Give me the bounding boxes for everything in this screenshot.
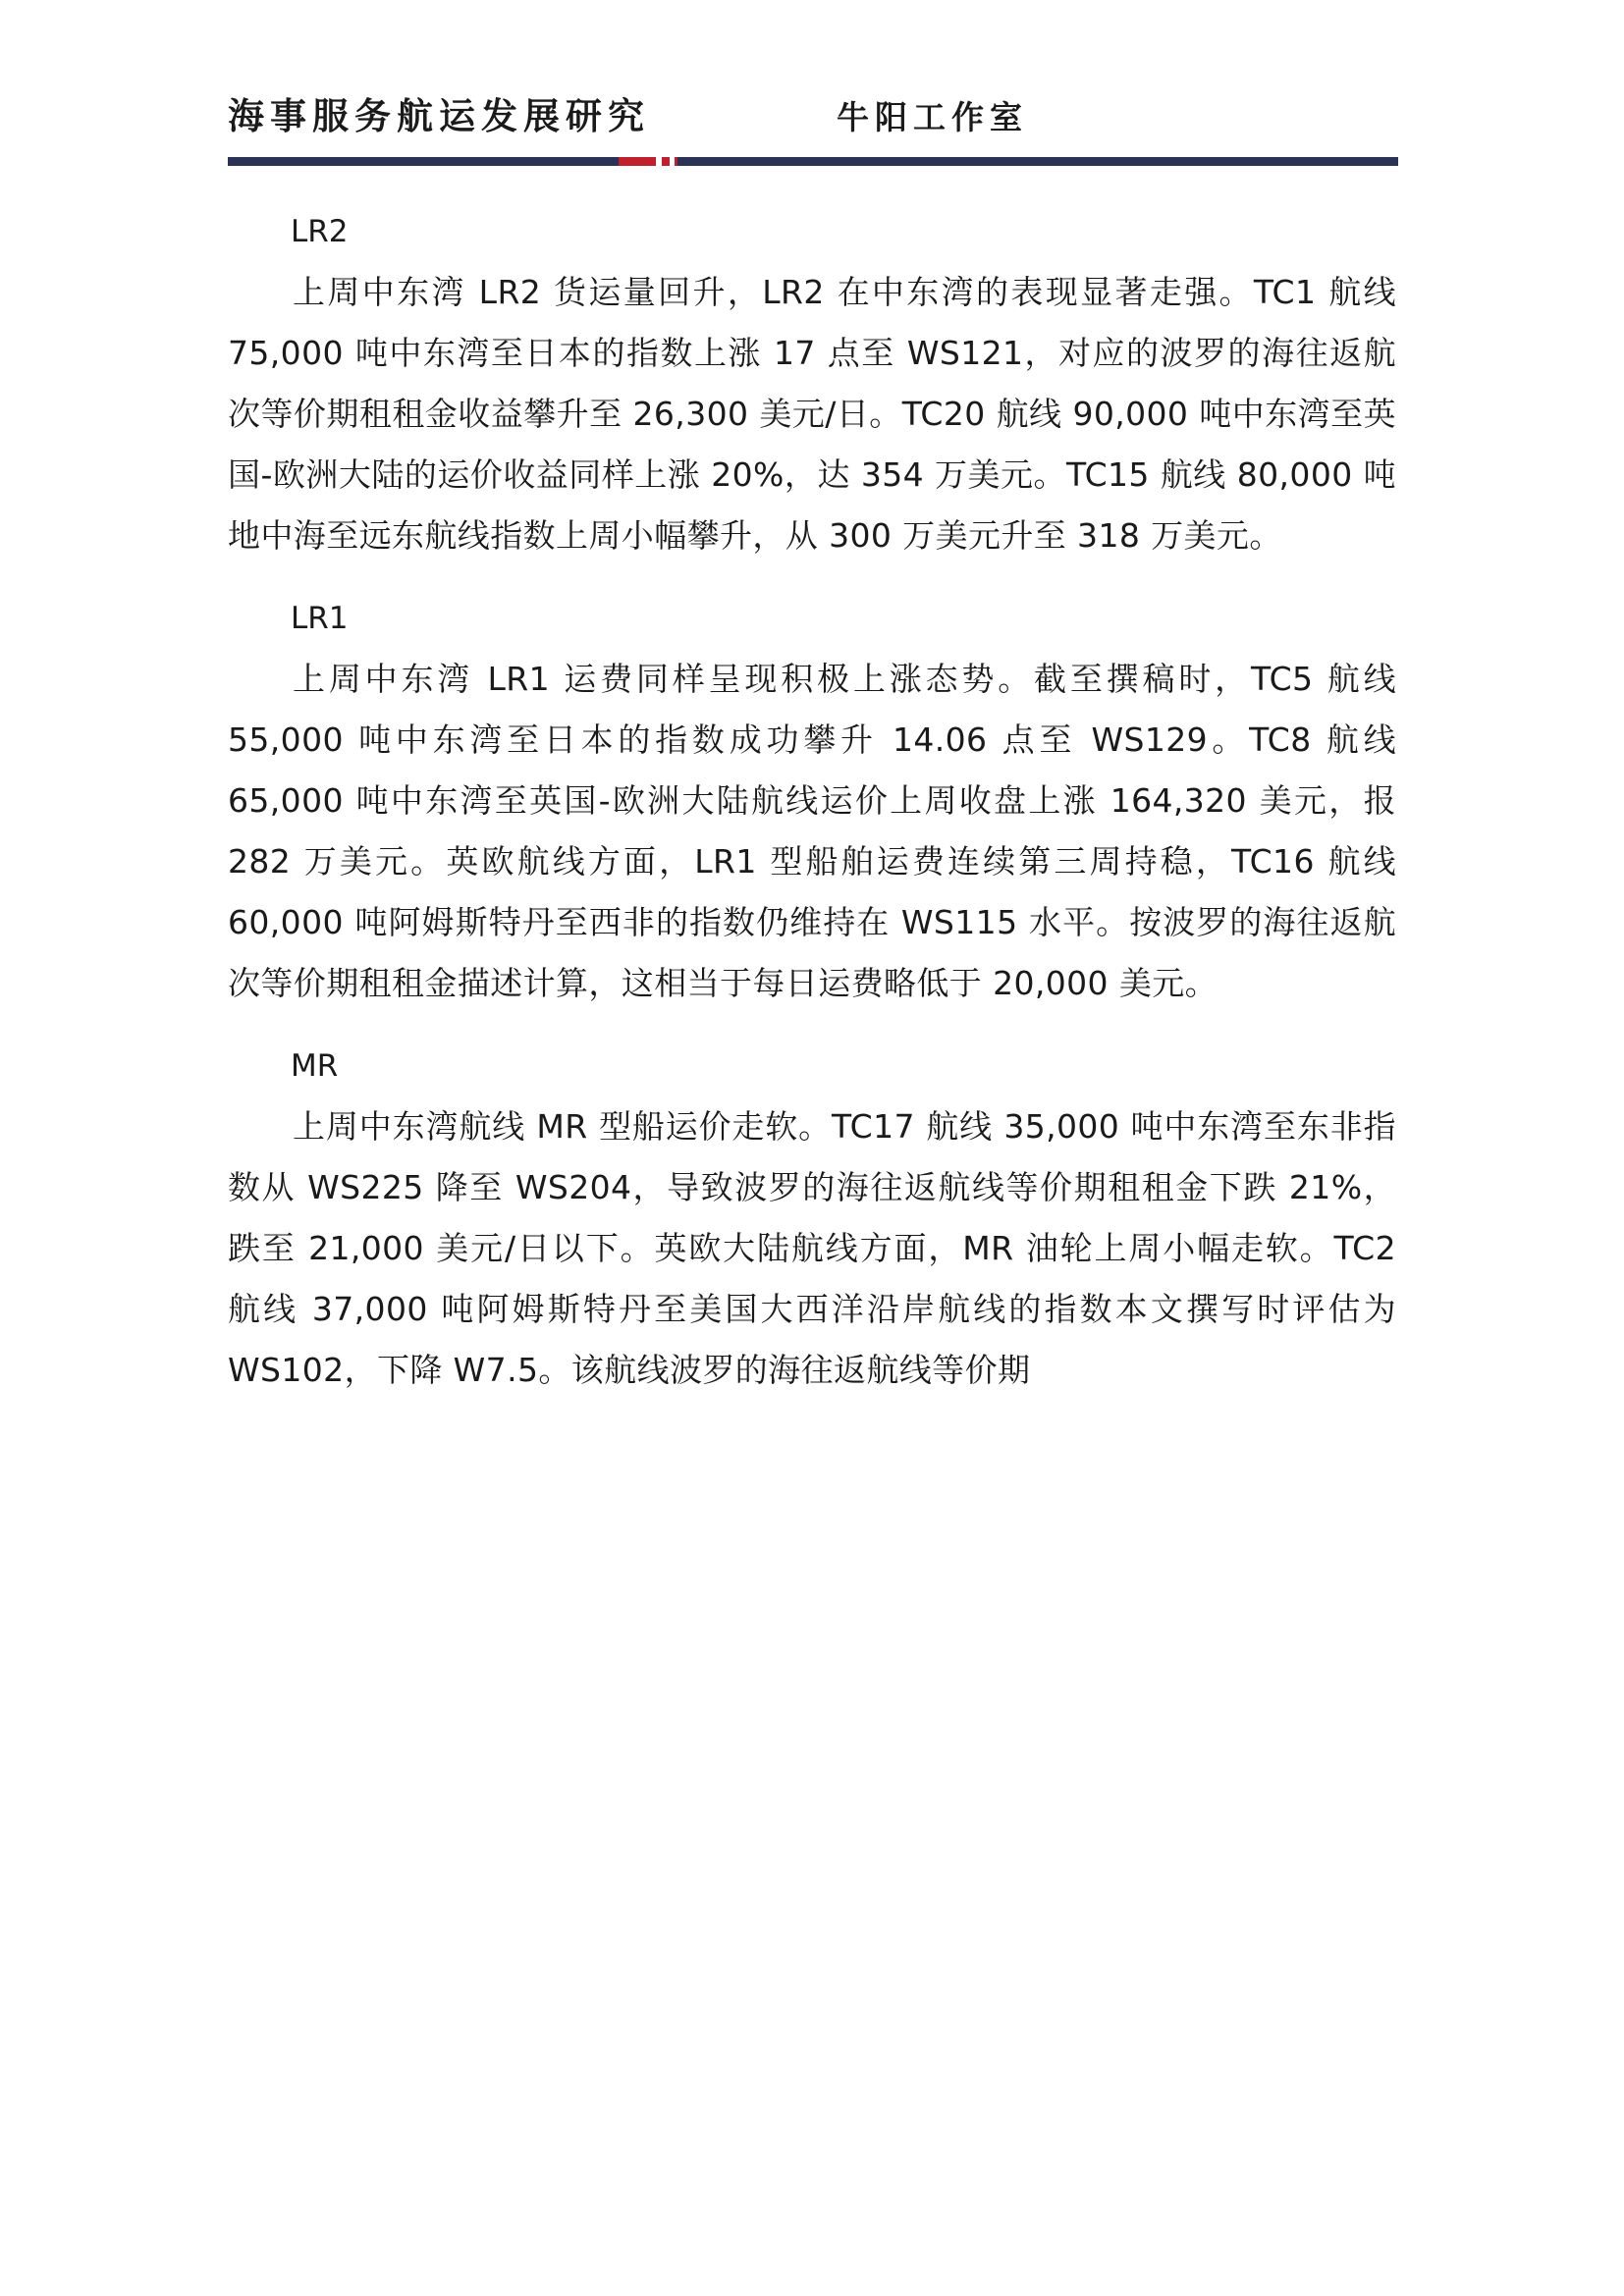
- divider-red-accent: [619, 157, 677, 166]
- divider-white-gap-1: [656, 157, 662, 166]
- paragraph-spacer: [228, 1014, 1396, 1036]
- divider-white-gap-2: [670, 157, 675, 166]
- header-title: 海事服务航运发展研究: [228, 95, 650, 137]
- paragraph-spacer: [228, 566, 1396, 588]
- section-heading-lr2: LR2: [291, 214, 349, 249]
- section-heading-mr: MR: [291, 1048, 339, 1084]
- section-heading-lr1: LR1: [291, 601, 349, 636]
- divider-navy-bar: [228, 157, 1398, 166]
- header-studio-name: 牛阳工作室: [837, 98, 1028, 136]
- header-row: [228, 86, 1396, 139]
- document-body: [228, 201, 1396, 1401]
- header-divider: [228, 157, 1398, 166]
- section-paragraph-lr1: 上周中东湾 LR1 运费同样呈现积极上涨态势。截至撰稿时，TC5 航线 55,000 吨中东湾至日本的指数成功攀升 14.06 点至 WS129。TC8 航线 65,000 吨中东湾至英国-欧洲大陆航线运价上周收盘上涨 164,320 美元，报 282 万美元。英欧航线方面，LR1 型船舶运费连续第三周持稳，TC16 航线 60,000 吨阿姆斯特丹至西非的指数仍维持在 WS115 水平。按波罗的海往返航次等价期租租金描述计算，这相当于每日运费略低于 20,000 美元。: [228, 660, 1396, 1002]
- section-paragraph-mr: 上周中东湾航线 MR 型船运价走软。TC17 航线 35,000 吨中东湾至东非指数从 WS225 降至 WS204，导致波罗的海往返航线等价期租租金下跌 21%，跌至 21,000 美元/日以下。英欧大陆航线方面，MR 油轮上周小幅走软。TC2 航线 37,000 吨阿姆斯特丹至美国大西洋沿岸航线的指数本文撰写时评估为 WS102，下降 W7.5。该航线波罗的海往返航线等价期: [228, 1107, 1396, 1389]
- section-paragraph-lr2: 上周中东湾 LR2 货运量回升，LR2 在中东湾的表现显著走强。TC1 航线 75,000 吨中东湾至日本的指数上涨 17 点至 WS121，对应的波罗的海往返航次等价期租租金收益攀升至 26,300 美元/日。TC20 航线 90,000 吨中东湾至英国-欧洲大陆的运价收益同样上涨 20%，达 354 万美元。TC15 航线 80,000 吨地中海至远东航线指数上周小幅攀升，从 300 万美元升至 318 万美元。: [228, 273, 1396, 555]
- page-header: [228, 86, 1396, 139]
